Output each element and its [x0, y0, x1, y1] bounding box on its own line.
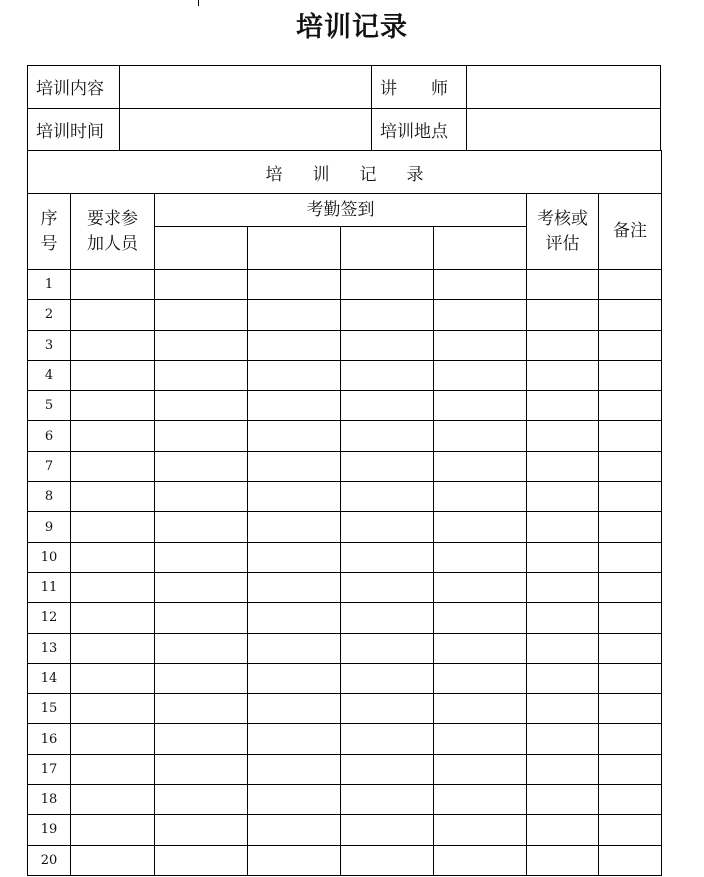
table-row	[28, 421, 662, 451]
row-number: 20	[28, 845, 71, 875]
row-cell[interactable]	[71, 785, 155, 815]
row-cell[interactable]	[434, 845, 527, 875]
row-cell[interactable]	[527, 694, 599, 724]
row-cell[interactable]	[155, 572, 248, 602]
row-cell[interactable]	[248, 512, 341, 542]
row-cell[interactable]	[71, 694, 155, 724]
row-cell[interactable]	[341, 512, 434, 542]
row-cell[interactable]	[527, 270, 599, 300]
training-record-table	[27, 150, 662, 876]
row-number: 10	[28, 542, 71, 572]
row-cell[interactable]	[527, 633, 599, 663]
lecturer-label: 讲 师	[372, 66, 467, 109]
row-cell[interactable]	[155, 451, 248, 481]
attendance-subcell[interactable]	[341, 227, 434, 270]
row-cell[interactable]	[71, 754, 155, 784]
row-cell[interactable]	[71, 300, 155, 330]
row-number: 9	[28, 512, 71, 542]
row-cell[interactable]	[434, 754, 527, 784]
row-cell[interactable]	[341, 300, 434, 330]
row-cell[interactable]	[527, 572, 599, 602]
row-cell[interactable]	[155, 815, 248, 845]
row-cell[interactable]	[434, 724, 527, 754]
training-location-field[interactable]	[467, 108, 661, 151]
row-cell[interactable]	[341, 724, 434, 754]
row-cell[interactable]	[248, 785, 341, 815]
row-cell[interactable]	[71, 633, 155, 663]
row-cell[interactable]	[155, 724, 248, 754]
row-cell[interactable]	[341, 482, 434, 512]
row-cell[interactable]	[248, 421, 341, 451]
row-cell[interactable]	[248, 724, 341, 754]
row-cell[interactable]	[71, 421, 155, 451]
row-cell[interactable]	[527, 360, 599, 390]
table-row	[28, 451, 662, 481]
row-cell[interactable]	[599, 785, 662, 815]
row-number: 14	[28, 663, 71, 693]
row-number: 5	[28, 391, 71, 421]
row-cell[interactable]	[434, 482, 527, 512]
row-cell[interactable]	[599, 300, 662, 330]
table-row	[28, 330, 662, 360]
row-cell[interactable]	[599, 482, 662, 512]
row-cell[interactable]	[527, 754, 599, 784]
table-row	[28, 572, 662, 602]
row-cell[interactable]	[341, 270, 434, 300]
attendance-subcell[interactable]	[248, 227, 341, 270]
row-cell[interactable]	[155, 330, 248, 360]
lecturer-field[interactable]	[467, 66, 661, 109]
row-number: 4	[28, 360, 71, 390]
row-cell[interactable]	[248, 542, 341, 572]
row-cell[interactable]	[248, 300, 341, 330]
row-cell[interactable]	[434, 512, 527, 542]
row-cell[interactable]	[434, 300, 527, 330]
training-time-label: 培训时间	[28, 108, 120, 151]
row-cell[interactable]	[71, 845, 155, 875]
row-cell[interactable]	[71, 270, 155, 300]
record-title-char: 记	[359, 164, 377, 185]
row-cell[interactable]	[599, 633, 662, 663]
row-cell[interactable]	[434, 694, 527, 724]
table-row	[28, 482, 662, 512]
row-cell[interactable]	[599, 572, 662, 602]
row-cell[interactable]	[434, 633, 527, 663]
row-cell[interactable]	[155, 421, 248, 451]
row-cell[interactable]	[434, 330, 527, 360]
row-cell[interactable]	[71, 330, 155, 360]
row-cell[interactable]	[71, 724, 155, 754]
row-cell[interactable]	[434, 572, 527, 602]
row-cell[interactable]	[599, 663, 662, 693]
row-cell[interactable]	[248, 451, 341, 481]
table-row	[28, 815, 662, 845]
row-cell[interactable]	[155, 633, 248, 663]
row-cell[interactable]	[155, 391, 248, 421]
row-cell[interactable]	[341, 542, 434, 572]
row-cell[interactable]	[434, 421, 527, 451]
row-cell[interactable]	[527, 785, 599, 815]
row-cell[interactable]	[248, 603, 341, 633]
record-section-title	[28, 151, 662, 194]
row-cell[interactable]	[599, 360, 662, 390]
row-cell[interactable]	[434, 360, 527, 390]
row-cell[interactable]	[155, 754, 248, 784]
row-number: 1	[28, 270, 71, 300]
row-cell[interactable]	[155, 542, 248, 572]
header-attendees: 要求参 加人员	[71, 194, 155, 270]
row-cell[interactable]	[155, 603, 248, 633]
table-row	[28, 754, 662, 784]
row-cell[interactable]	[71, 360, 155, 390]
row-cell[interactable]	[248, 482, 341, 512]
row-cell[interactable]	[434, 270, 527, 300]
row-number: 7	[28, 451, 71, 481]
row-cell[interactable]	[71, 663, 155, 693]
row-cell[interactable]	[155, 482, 248, 512]
row-cell[interactable]	[527, 391, 599, 421]
row-number: 2	[28, 300, 71, 330]
row-cell[interactable]	[155, 512, 248, 542]
row-cell[interactable]	[434, 815, 527, 845]
row-cell[interactable]	[527, 300, 599, 330]
table-row	[28, 300, 662, 330]
row-cell[interactable]	[71, 512, 155, 542]
header-seq: 序 号	[28, 194, 71, 270]
row-cell[interactable]	[248, 270, 341, 300]
row-cell[interactable]	[155, 300, 248, 330]
row-number: 17	[28, 754, 71, 784]
row-cell[interactable]	[248, 663, 341, 693]
row-cell[interactable]	[341, 845, 434, 875]
row-cell[interactable]	[599, 330, 662, 360]
training-time-field[interactable]	[120, 108, 372, 151]
attendance-subcell[interactable]	[434, 227, 527, 270]
row-cell[interactable]	[527, 451, 599, 481]
table-row	[28, 694, 662, 724]
row-cell[interactable]	[527, 421, 599, 451]
row-cell[interactable]	[71, 542, 155, 572]
table-row	[28, 845, 662, 875]
row-cell[interactable]	[599, 815, 662, 845]
record-title-char: 培	[265, 164, 283, 185]
row-cell[interactable]	[599, 270, 662, 300]
row-cell[interactable]	[599, 845, 662, 875]
row-cell[interactable]	[155, 360, 248, 390]
row-cell[interactable]	[599, 754, 662, 784]
row-cell[interactable]	[341, 421, 434, 451]
table-row	[28, 633, 662, 663]
row-cell[interactable]	[248, 694, 341, 724]
row-number: 6	[28, 421, 71, 451]
row-number: 3	[28, 330, 71, 360]
row-cell[interactable]	[341, 330, 434, 360]
row-cell[interactable]	[248, 815, 341, 845]
row-cell[interactable]	[71, 572, 155, 602]
row-cell[interactable]	[341, 815, 434, 845]
row-cell[interactable]	[599, 512, 662, 542]
row-cell[interactable]	[527, 482, 599, 512]
header-attendance: 考勤签到	[155, 194, 527, 227]
row-cell[interactable]	[341, 694, 434, 724]
row-cell[interactable]	[71, 391, 155, 421]
record-title-char: 录	[406, 164, 424, 185]
row-cell[interactable]	[527, 542, 599, 572]
table-row	[28, 724, 662, 754]
row-number: 15	[28, 694, 71, 724]
table-row	[28, 512, 662, 542]
header-assessment: 考核或 评估	[527, 194, 599, 270]
row-cell[interactable]	[71, 451, 155, 481]
row-cell[interactable]	[155, 785, 248, 815]
row-cell[interactable]	[71, 482, 155, 512]
row-cell[interactable]	[71, 815, 155, 845]
row-number: 11	[28, 572, 71, 602]
row-cell[interactable]	[341, 633, 434, 663]
training-content-label: 培训内容	[28, 66, 120, 109]
row-number: 19	[28, 815, 71, 845]
row-cell[interactable]	[599, 421, 662, 451]
row-number: 16	[28, 724, 71, 754]
header-remarks: 备注	[599, 194, 662, 270]
row-number: 13	[28, 633, 71, 663]
row-cell[interactable]	[341, 603, 434, 633]
row-cell[interactable]	[527, 512, 599, 542]
row-cell[interactable]	[434, 542, 527, 572]
row-cell[interactable]	[341, 451, 434, 481]
table-row	[28, 360, 662, 390]
row-cell[interactable]	[341, 663, 434, 693]
row-cell[interactable]	[71, 603, 155, 633]
row-cell[interactable]	[434, 603, 527, 633]
row-cell[interactable]	[527, 724, 599, 754]
row-number: 18	[28, 785, 71, 815]
attendance-subcell[interactable]	[155, 227, 248, 270]
row-cell[interactable]	[341, 754, 434, 784]
row-cell[interactable]	[155, 694, 248, 724]
training-location-label: 培训地点	[372, 108, 467, 151]
training-content-field[interactable]	[120, 66, 372, 109]
table-row	[28, 785, 662, 815]
row-cell[interactable]	[527, 663, 599, 693]
table-row	[28, 391, 662, 421]
row-cell[interactable]	[599, 694, 662, 724]
row-cell[interactable]	[599, 451, 662, 481]
row-cell[interactable]	[341, 391, 434, 421]
text-cursor	[198, 0, 199, 6]
record-title-char: 训	[312, 164, 330, 185]
row-cell[interactable]	[155, 845, 248, 875]
row-cell[interactable]	[527, 815, 599, 845]
row-cell[interactable]	[599, 724, 662, 754]
record-rows	[28, 270, 662, 876]
row-cell[interactable]	[599, 542, 662, 572]
table-row	[28, 603, 662, 633]
row-cell[interactable]	[341, 785, 434, 815]
row-cell[interactable]	[248, 633, 341, 663]
training-info-table	[27, 65, 661, 151]
row-cell[interactable]	[248, 360, 341, 390]
row-cell[interactable]	[155, 270, 248, 300]
row-cell[interactable]	[434, 391, 527, 421]
row-cell[interactable]	[248, 330, 341, 360]
row-number: 8	[28, 482, 71, 512]
row-cell[interactable]	[341, 572, 434, 602]
row-cell[interactable]	[155, 663, 248, 693]
row-cell[interactable]	[248, 572, 341, 602]
table-row	[28, 542, 662, 572]
row-number: 12	[28, 603, 71, 633]
row-cell[interactable]	[434, 785, 527, 815]
table-row	[28, 663, 662, 693]
page-title: 培训记录	[296, 12, 408, 43]
row-cell[interactable]	[527, 845, 599, 875]
row-cell[interactable]	[527, 330, 599, 360]
row-cell[interactable]	[434, 451, 527, 481]
row-cell[interactable]	[599, 603, 662, 633]
row-cell[interactable]	[341, 360, 434, 390]
row-cell[interactable]	[599, 391, 662, 421]
row-cell[interactable]	[248, 845, 341, 875]
row-cell[interactable]	[248, 391, 341, 421]
table-row	[28, 270, 662, 300]
row-cell[interactable]	[434, 663, 527, 693]
row-cell[interactable]	[527, 603, 599, 633]
row-cell[interactable]	[248, 754, 341, 784]
